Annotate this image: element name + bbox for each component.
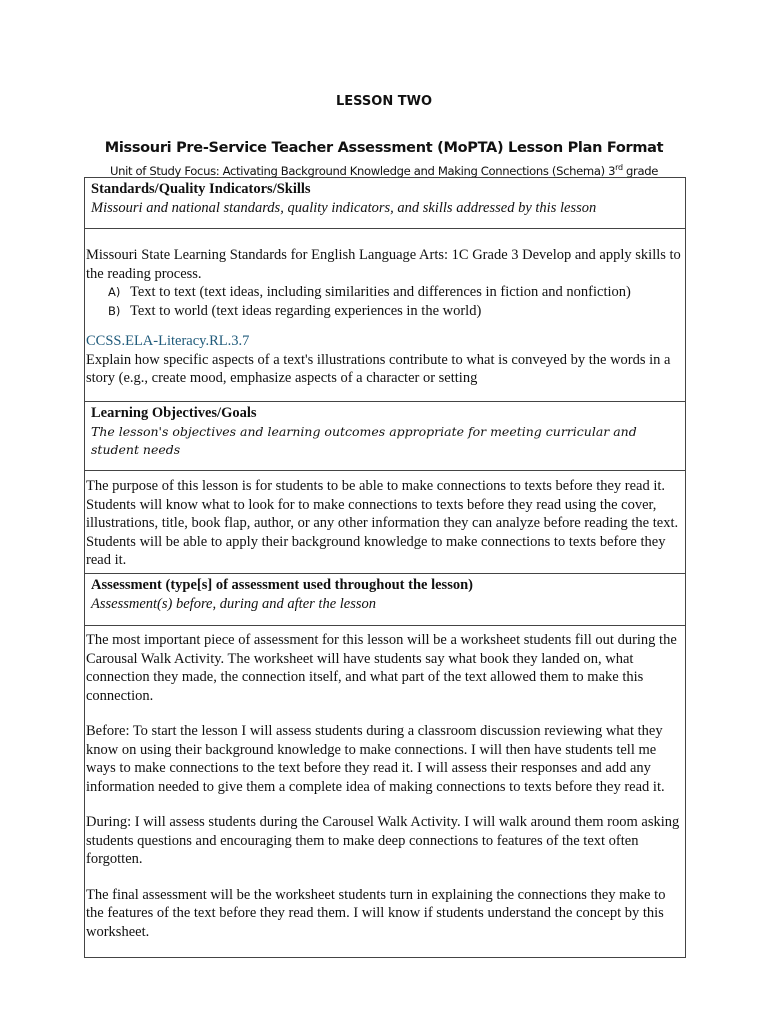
assessment-header: [85, 573, 685, 625]
unit-focus-text: Unit of Study Focus: Activating Background Knowledge and Making Connections (Schema) 3: [110, 163, 616, 178]
document-title: Missouri Pre-Service Teacher Assessment (MoPTA) Lesson Plan Format: [104, 140, 664, 156]
standards-content: [85, 228, 685, 401]
section-subtitle: Assessment(s) before, during and after the lesson: [91, 596, 377, 612]
section-title: Assessment (type[s] of assessment used throughout the lesson): [91, 577, 473, 593]
paragraph: The purpose of this lesson is for students to be able to make connections to texts before they read it. Students will know what to look for to make connections to texts before they read using the cover, illustrations, title, book flap, author, or any other information they can analyze before reading the text. Students will be able to apply their background knowledge to make connections to texts before they read it.: [86, 478, 679, 568]
section-title: Standards/Quality Indicators/Skills: [91, 181, 311, 197]
section-subtitle: Missouri and national standards, quality indicators, and skills addressed by this lesson: [91, 200, 597, 216]
paragraph: During: I will assess students during the Carousel Walk Activity. I will walk around them room asking students questions and encouraging them to make deep connections to features of the text often forgotten.: [86, 814, 680, 867]
paragraph: The most important piece of assessment for this lesson will be a worksheet students fill out during the Carousal Walk Activity. The worksheet will have students say what book they landed on, what connection they made, the connection itself, and what part of the text allowed them to make this connection.: [86, 632, 677, 704]
paragraph: Before: To start the lesson I will assess students during a classroom discussion reviewing what they know on using their background knowledge to make connections. I will then have students tell me ways to make connections to the text before they read it. I will assess their responses and add any information needed to give them a complete idea of making connections to texts before they read it.: [86, 723, 665, 795]
standards-list: [86, 283, 684, 320]
list-marker: B): [108, 303, 121, 318]
objectives-content: [85, 470, 685, 573]
unit-focus-sup: rd: [615, 163, 623, 172]
paragraph: The final assessment will be the worksheet students turn in explaining the connections they make to the features of the text before they read them. I will know if students understand the concept by this worksheet.: [86, 886, 666, 940]
ccss-standard-link[interactable]: CCSS.ELA-Literacy.RL.3.7: [86, 333, 250, 349]
assessment-content: [85, 625, 685, 957]
ccss-standard-text: Explain how specific aspects of a text's illustrations contribute to what is conveyed by the words in a story (e.g., create mood, emphasize aspects of a character or setting: [86, 351, 671, 386]
objectives-header: [85, 401, 685, 470]
list-text: Text to world (text ideas regarding experiences in the world): [130, 302, 482, 319]
section-title: Learning Objectives/Goals: [91, 405, 257, 421]
unit-focus: [0, 163, 768, 178]
lesson-heading: LESSON TWO: [335, 94, 433, 109]
list-item: [108, 302, 684, 321]
list-text: Text to text (text ideas, including similarities and differences in fiction and nonfiction): [130, 284, 631, 300]
standards-intro: Missouri State Learning Standards for English Language Arts: 1C Grade 3 Develop and apply skills to the reading process.: [86, 247, 681, 282]
standards-header: [85, 178, 685, 228]
list-item: [108, 283, 684, 302]
list-marker: A): [108, 285, 121, 299]
lesson-plan-table: [84, 177, 686, 958]
unit-focus-tail: grade: [622, 163, 658, 178]
section-subtitle: The lesson's objectives and learning outcomes appropriate for meeting curricular and student needs: [91, 424, 637, 457]
